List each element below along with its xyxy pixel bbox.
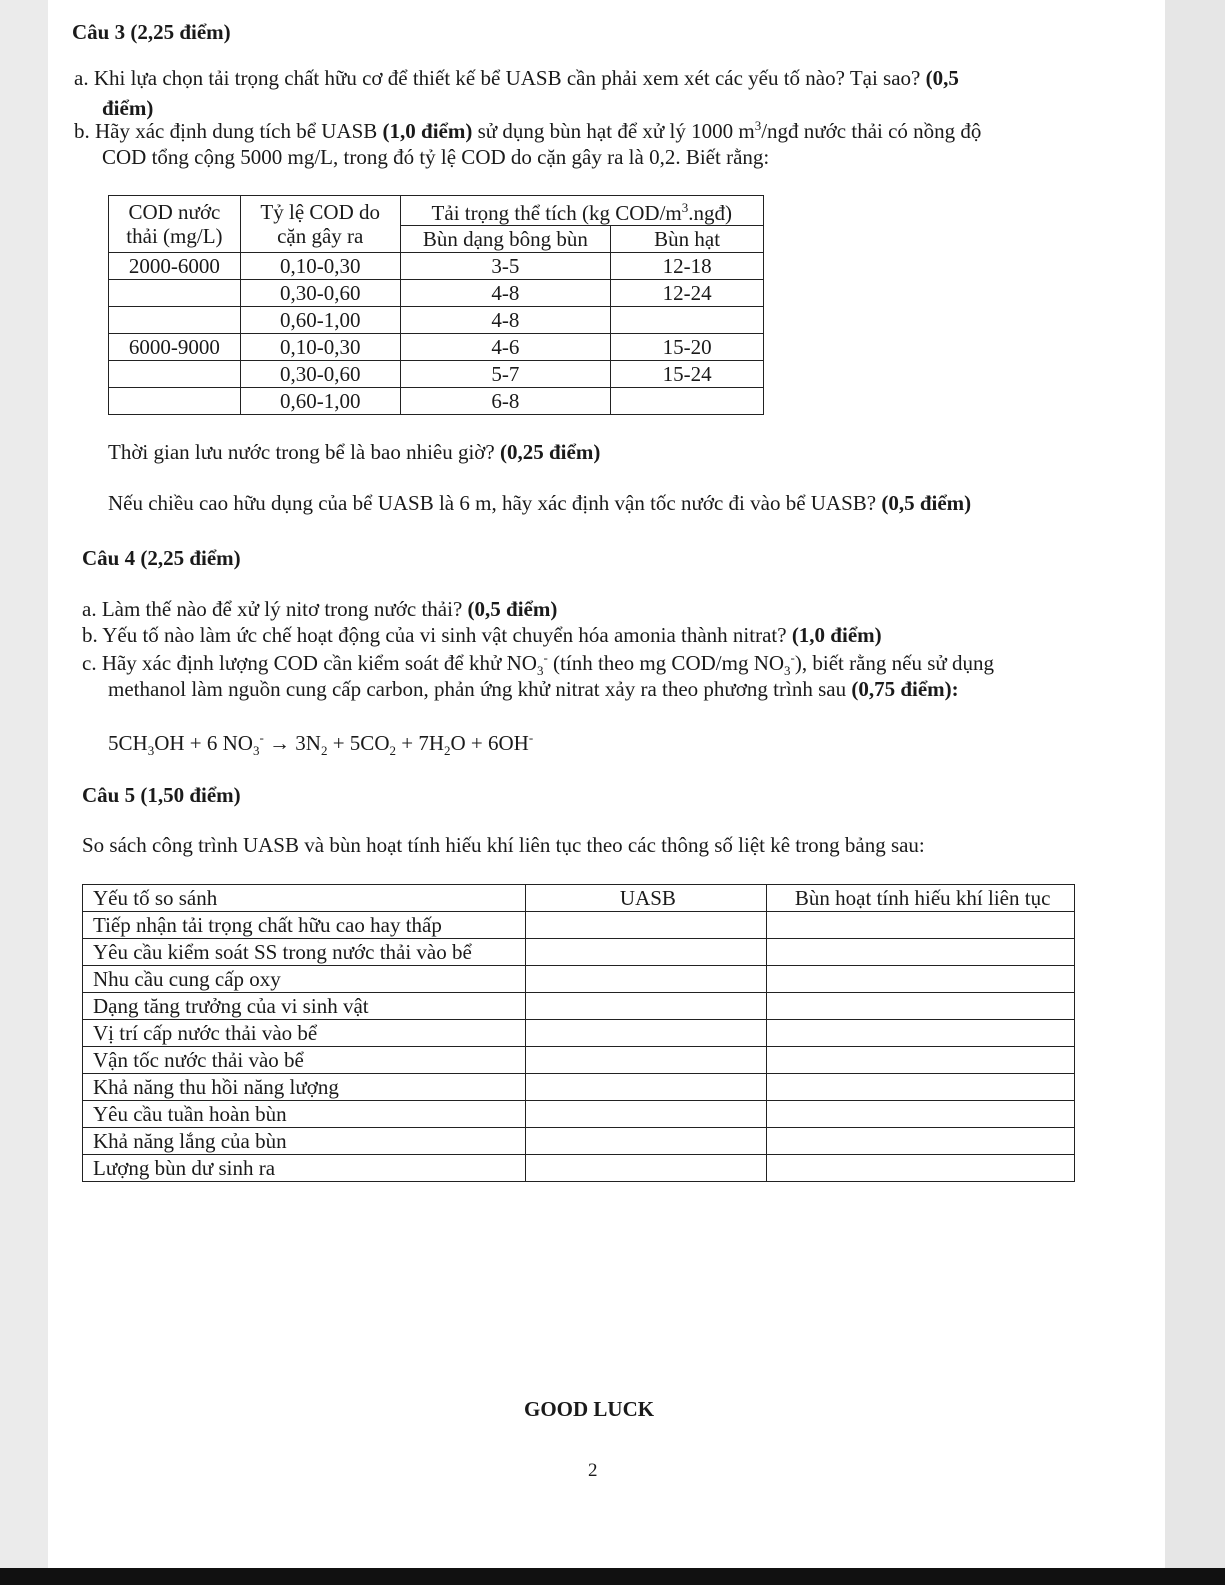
table-row xyxy=(83,1101,1075,1128)
q3-b-cont: COD tổng cộng 5000 mg/L, trong đó tỷ lệ COD do cặn gây ra là 0,2. Biết rằng: xyxy=(102,145,770,169)
table-cell: 0,60-1,00 xyxy=(240,307,400,334)
table-row xyxy=(83,993,1075,1020)
q4-c: c. Hãy xác định lượng COD cần kiểm soát để khử $NO_3^-$ (tính theo mg COD/mg $NO_3^-$), biết rằng nếu sử dụng xyxy=(82,650,995,679)
table-cell: 4-8 xyxy=(400,280,611,307)
table-row xyxy=(83,1155,1075,1182)
table-row xyxy=(109,361,764,388)
header-factor: Yếu tố so sánh xyxy=(83,885,526,912)
answer-cell xyxy=(767,939,1075,966)
factor-cell: Yêu cầu tuần hoàn bùn xyxy=(83,1101,526,1128)
table-cell: 5-7 xyxy=(400,361,611,388)
header-loading: Tải trọng thể tích (kg COD/$m^3.ngđ$) xyxy=(400,196,763,226)
table-cell xyxy=(611,307,764,334)
factor-cell: Khả năng lắng của bùn xyxy=(83,1128,526,1155)
header-cod: COD nước thải (mg/L) xyxy=(109,196,241,253)
table-cell: 12-18 xyxy=(611,253,764,280)
table-row xyxy=(83,1128,1075,1155)
scan-margin-left xyxy=(0,0,48,1570)
answer-cell xyxy=(767,993,1075,1020)
q3-a: a. Khi lựa chọn tải trọng chất hữu cơ để thiết kế bể UASB cần phải xem xét các yếu tố nào? Tại sao? (0,5 xyxy=(74,66,959,90)
factor-cell: Nhu cầu cung cấp oxy xyxy=(83,966,526,993)
table-row xyxy=(109,280,764,307)
factor-cell: Lượng bùn dư sinh ra xyxy=(83,1155,526,1182)
q4-b: b. Yếu tố nào làm ức chế hoạt động của vi sinh vật chuyển hóa amonia thành nitrat? (1,0 điểm) xyxy=(82,623,882,647)
equation: $5CH_3OH + 6$ $NO_3^- \to 3N_2 + 5CO_2 + 7H_2O + 6OH^-$ xyxy=(108,730,534,759)
closing: GOOD LUCK xyxy=(524,1397,655,1421)
table-cell: 0,30-0,60 xyxy=(240,361,400,388)
table-cell: 15-24 xyxy=(611,361,764,388)
table-cell: 2000-6000 xyxy=(109,253,241,280)
table-row xyxy=(83,966,1075,993)
table-cell: 6000-9000 xyxy=(109,334,241,361)
header-floc: Bùn dạng bông bùn xyxy=(400,226,611,253)
q4-a: a. Làm thế nào để xử lý nitơ trong nước thải? (0,5 điểm) xyxy=(82,597,558,621)
factor-cell: Vận tốc nước thải vào bể xyxy=(83,1047,526,1074)
table-row xyxy=(109,334,764,361)
answer-cell xyxy=(525,912,767,939)
factor-cell: Khả năng thu hồi năng lượng xyxy=(83,1074,526,1101)
answer-cell xyxy=(525,1074,767,1101)
table-cell: 4-6 xyxy=(400,334,611,361)
loading-table xyxy=(108,195,764,415)
answer-cell xyxy=(525,966,767,993)
table-row xyxy=(109,253,764,280)
table-cell: 0,10-0,30 xyxy=(240,253,400,280)
answer-cell xyxy=(767,1074,1075,1101)
q3-c2: Nếu chiều cao hữu dụng của bể UASB là 6 m, hãy xác định vận tốc nước đi vào bể UASB? (0,5 điểm) xyxy=(108,491,972,515)
page-number: 2 xyxy=(588,1460,598,1481)
q4-c-cont: methanol làm nguồn cung cấp carbon, phản ứng khử nitrat xảy ra theo phương trình sau (0,75 điểm): xyxy=(108,677,959,701)
factor-cell: Tiếp nhận tải trọng chất hữu cao hay thấp xyxy=(83,912,526,939)
factor-cell: Yêu cầu kiểm soát SS trong nước thải vào bể xyxy=(83,939,526,966)
q5-intro: So sách công trình UASB và bùn hoạt tính hiếu khí liên tục theo các thông số liệt kê trong bảng sau: xyxy=(82,833,925,857)
table-cell xyxy=(611,388,764,415)
answer-cell xyxy=(767,1047,1075,1074)
comparison-table xyxy=(82,884,1075,1182)
table-row xyxy=(83,1020,1075,1047)
answer-cell xyxy=(767,966,1075,993)
q3-c1: Thời gian lưu nước trong bể là bao nhiêu giờ? (0,25 điểm) xyxy=(108,440,601,464)
answer-cell xyxy=(767,1128,1075,1155)
table-row xyxy=(83,912,1075,939)
header-uasb: UASB xyxy=(525,885,767,912)
table-cell xyxy=(109,307,241,334)
scan-edge-bottom xyxy=(0,1568,1225,1585)
table-cell xyxy=(109,361,241,388)
table-cell: 15-20 xyxy=(611,334,764,361)
table-row xyxy=(109,388,764,415)
answer-cell xyxy=(525,1155,767,1182)
header-activated-sludge: Bùn hoạt tính hiếu khí liên tục xyxy=(767,885,1075,912)
answer-cell xyxy=(525,993,767,1020)
factor-cell: Dạng tăng trưởng của vi sinh vật xyxy=(83,993,526,1020)
table-row xyxy=(83,1047,1075,1074)
table-cell: 12-24 xyxy=(611,280,764,307)
table-cell xyxy=(109,388,241,415)
table-row xyxy=(83,1074,1075,1101)
answer-cell xyxy=(767,1155,1075,1182)
q3-b: b. Hãy xác định dung tích bể UASB (1,0 điểm) sử dụng bùn hạt để xử lý 1000 $m^3$/ngđ nước thải có nồng độ xyxy=(74,118,982,143)
q4-title: Câu 4 (2,25 điểm) xyxy=(82,546,241,570)
answer-cell xyxy=(525,1101,767,1128)
table-row xyxy=(83,939,1075,966)
q3-title: Câu 3 (2,25 điểm) xyxy=(72,20,231,44)
answer-cell xyxy=(525,1047,767,1074)
table-cell: 3-5 xyxy=(400,253,611,280)
table-row xyxy=(109,307,764,334)
q5-title: Câu 5 (1,50 điểm) xyxy=(82,783,241,807)
table-cell: 0,30-0,60 xyxy=(240,280,400,307)
answer-cell xyxy=(525,1128,767,1155)
header-granular: Bùn hạt xyxy=(611,226,764,253)
factor-cell: Vị trí cấp nước thải vào bể xyxy=(83,1020,526,1047)
table-cell: 4-8 xyxy=(400,307,611,334)
header-ratio: Tỷ lệ COD do cặn gây ra xyxy=(240,196,400,253)
answer-cell xyxy=(525,939,767,966)
table-cell xyxy=(109,280,241,307)
answer-cell xyxy=(767,1020,1075,1047)
scan-margin-right xyxy=(1165,0,1225,1570)
answer-cell xyxy=(767,912,1075,939)
q3-a-cont: điểm) xyxy=(102,96,154,120)
table-cell: 0,60-1,00 xyxy=(240,388,400,415)
table-cell: 0,10-0,30 xyxy=(240,334,400,361)
answer-cell xyxy=(525,1020,767,1047)
table-cell: 6-8 xyxy=(400,388,611,415)
answer-cell xyxy=(767,1101,1075,1128)
